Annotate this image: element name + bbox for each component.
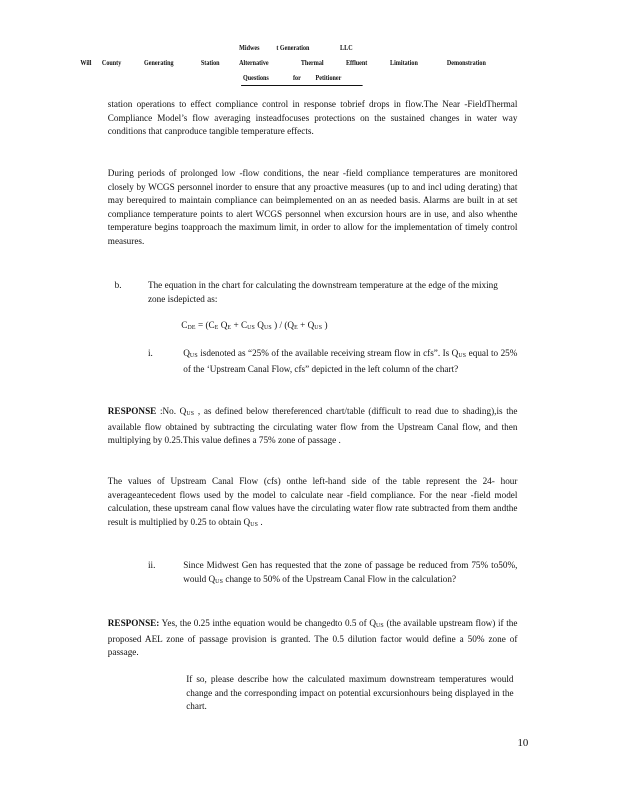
response-label: RESPONSE: [107,619,160,629]
header-word: Thermal [300,58,324,67]
response-text: Yes, the 0.25 inthe equation would be changedto 0.5 of Q [159,619,376,629]
paragraph-low-flow [108,168,518,250]
q-subscript: US [215,578,224,585]
equation-subscript: E [294,325,298,331]
equation-term: C [181,321,188,331]
equation-subscript: DE [187,325,196,331]
item-i-question [183,348,517,377]
page-number: 10 [517,737,529,749]
header-word: Effluent [345,58,368,67]
response-2 [108,618,518,661]
header-word: Will [80,58,92,67]
item-ii-marker: ii. [147,561,156,571]
equation-term: = (C [195,321,215,331]
item-b-marker: b. [114,281,122,291]
header-word: County [101,58,122,67]
equation-term: + C [231,321,248,331]
item-b-question [148,280,498,307]
q-subscript: US [458,353,467,359]
q-subscript: US [250,521,259,528]
header-word: Questions [243,73,269,82]
response-label: RESPONSE [107,407,157,417]
header-word: Demonstration [446,58,486,67]
paragraph-text: . [258,517,263,528]
item-i-marker: i. [147,349,153,359]
item-ii-question [183,560,517,589]
header-company-part2: t Generation [276,43,310,52]
equation-term: Q [218,321,228,331]
equation-subscript: US [263,325,272,331]
response-text: , as defined below thereferenced chart/table (difficult to read due to shading),is the available flow obtained by subtracting the circulating water flow from the Upstream Canal flow, and then multiplying by 0.25.This value defines a 75% zone of passage . [107,407,518,447]
paragraph-followup-question [186,674,513,715]
response-1 [108,406,518,449]
q-subscript: US [189,353,198,359]
equation-term: Q [255,321,264,331]
paragraph-text: The values of Upstream Canal Flow (cfs) onthe left-hand side of the table represent the 24- hour averageantecedent flows used by the model to calculate near -field compliance. For the near -field model calculation, these upstream canal flow values have the circulating water flow rate subtracted from them andthe result is multiplied by 0.25 to obtain Q [107,477,518,528]
item-b-text: The equation in the chart for calculating the downstream temperature at the edge of the mixing zone isdepicted as: [147,281,498,305]
q-subscript: US [186,411,195,417]
equation-term: + Q [297,321,315,331]
item-i-text: isdenoted as “25% of the available receiving stream flow in cfs”. Is Q [197,349,459,359]
paragraph-text: If so, please describe how the calculated maximum downstream temperatures would change and the corresponding impact on potential excursionhours being displayed in the chart. [186,675,514,713]
header-company-part3: LLC [340,43,353,52]
header-word: Generating [144,58,174,67]
header-word: Alternative [239,58,269,67]
header-underline [241,85,363,86]
equation-subscript: E [214,325,219,331]
item-i-text: equal to 25% of the ‘Upstream Canal Flow, cfs” depicted in the left column of the chart? [183,349,518,375]
item-ii-text: change to 50% of the Upstream Canal Flow in the calculation? [223,574,457,585]
equation-term: ) / (Q [271,321,295,331]
equation-term: ) [322,321,328,331]
paragraph-text: station operations to effect compliance control in response tobrief drops in flow.The Near -FieldThermal Compliance Model’s flow averaging insteadfocuses protections on the sustained changes in water way conditions that canproduce tangible temperature effects. [107,100,518,138]
equation-subscript: US [314,325,323,331]
paragraph-upstream-flow [108,476,518,532]
paragraph-flow-averaging [108,99,518,140]
paragraph-text: During periods of prolonged low -flow conditions, the near -field compliance temperatures are monitored closely by WCGS personnel inorder to ensure that any proactive measures (up to and incl uding derating) that may berequired to maintain compliance can beimplemented on an as needed basis. Alarms are built in at set compliance temperature points to alert WCGS personnel when excursion hours are in use, and also whenthe temperature begins toapproach the maximum limit, in order to allow for the implementation of timely control measures. [107,169,518,247]
q-subscript: US [375,623,384,629]
header-word: Limitation [390,58,418,67]
header-word: Petitioner [315,73,342,82]
header-company-part1: Midwes [239,43,260,52]
equation [181,320,436,336]
response-text: :No. Q [156,407,187,417]
response-text: (the available upstream flow) if the proposed AEL zone of passage provision is granted. The 0.5 dilution factor would define a 50% zone of passage. [107,619,518,659]
header-word: for [293,73,301,82]
header-word: Station [200,58,220,67]
item-ii-text: Since Midwest Gen has requested that the zone of passage be reduced from 75% to50%, would Q [183,561,518,585]
equation-subscript: E [227,325,232,331]
q-symbol: Q [183,349,190,359]
equation-subscript: US [247,325,256,331]
